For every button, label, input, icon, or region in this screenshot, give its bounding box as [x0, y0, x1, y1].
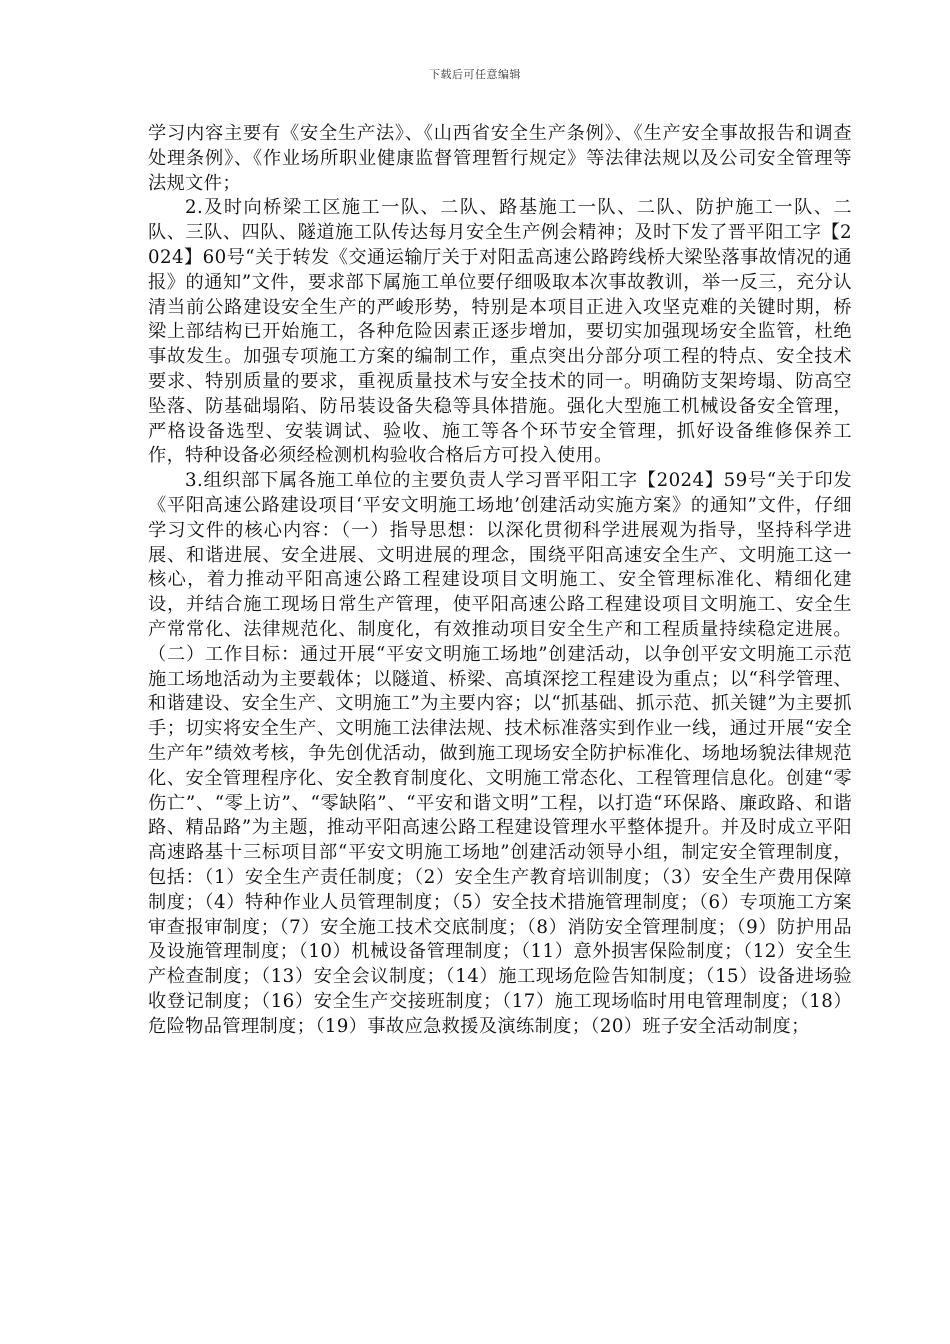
- paragraph-study-content: 学习内容主要有《安全生产法》、《山西省安全生产条例》、《生产安全事故报告和调查处理条例》、《作业场所职业健康监督管理暂行规定》等法律法规以及公司安全管理等法规文件；: [148, 123, 852, 194]
- paragraph-item-2: 2.及时向桥梁工区施工一队、二队、路基施工一队、二队、防护施工一队、二队、三队、四队、隧道施工队传达每月安全生产例会精神；及时下发了晋平阳工字【2024】60号“关于转发《交通运输厅关于对阳盂高速公路跨线桥大梁坠落事故情况的通报》的通知”文件，要求部下属施工单位要仔细吸取本次事故教训，举一反三，充分认清当前公路建设安全生产的严峻形势，特别是本项目正进入攻坚克难的关键时期，桥梁上部结构已开始施工，各种危险因素正逐步增加，要切实加强现场安全监管，杜绝事故发生。加强专项施工方案的编制工作，重点突出分部分项工程的特点、安全技术要求、特别质量的要求，重视质量技术与安全技术的同一。明确防支架垮塌、防高空坠落、防基础塌陷、防吊装设备失稳等具体措施。强化大型施工机械设备安全管理，严格设备选型、安装调试、验收、施工等各个环节安全管理，抓好设备维修保养工作，特种设备必须经检测机构验收合格后方可投入使用。: [148, 197, 852, 467]
- page-header-note: 下载后可任意编辑: [429, 68, 521, 81]
- paragraph-item-3: 3.组织部下属各施工单位的主要负责人学习晋平阳工字【2024】59号“关于印发《平阳高速公路建设项目‘平安文明施工场地’创建活动实施方案》的通知”文件，仔细学习文件的核心内容：（一）指导思想：以深化贯彻科学进展观为指导，坚持科学进展、和谐进展、安全进展、文明进展的理念，围绕平阳高速安全生产、文明施工这一核心，着力推动平阳高速公路工程建设项目文明施工、安全管理标准化、精细化建设，并结合施工现场日常生产管理，使平阳高速公路工程建设项目文明施工、安全生产常常化、法律规范化、制度化，有效推动项目安全生产和工程质量持续稳定进展。（二）工作目标：通过开展“平安文明施工场地”创建活动，以争创平安文明施工示范施工场地活动为主要载体；以隧道、桥梁、高填深挖工程建设为重点；以“科学管理、和谐建设、安全生产、文明施工”为主要内容；以“抓基础、抓示范、抓关键”为主要抓手；切实将安全生产、文明施工法律法规、技术标准落实到作业一线，通过开展“安全生产年”绩效考核，争先创优活动，做到施工现场安全防护标准化、场地场貌法律规范化、安全管理程序化、安全教育制度化、文明施工常态化、工程管理信息化。创建“零伤亡”、“零上访”、“零缺陷”、“平安和谐文明”工程，以打造“环保路、廉政路、和谐路、精品路”为主题，推动平阳高速公路工程建设管理水平整体提升。并及时成立平阳高速路基十三标项目部“平安文明施工场地”创建活动领导小组，制定安全管理制度，包括：（1）安全生产责任制度；（2）安全生产教育培训制度；（3）安全生产费用保障制度；（4）特种作业人员管理制度；（5）安全技术措施管理制度；（6）专项施工方案审查报审制度；（7）安全施工技术交底制度；（8）消防安全管理制度；（9）防护用品及设施管理制度；（10）机械设备管理制度；（11）意外损害保险制度；（12）安全生产检查制度；（13）安全会议制度；（14）施工现场危险告知制度；（15）设备进场验收登记制度；（16）安全生产交接班制度；（17）施工现场临时用电管理制度；（18）危险物品管理制度；（19）事故应急救援及演练制度；（20）班子安全活动制度；: [148, 470, 852, 1037]
- document-body: [148, 122, 852, 1039]
